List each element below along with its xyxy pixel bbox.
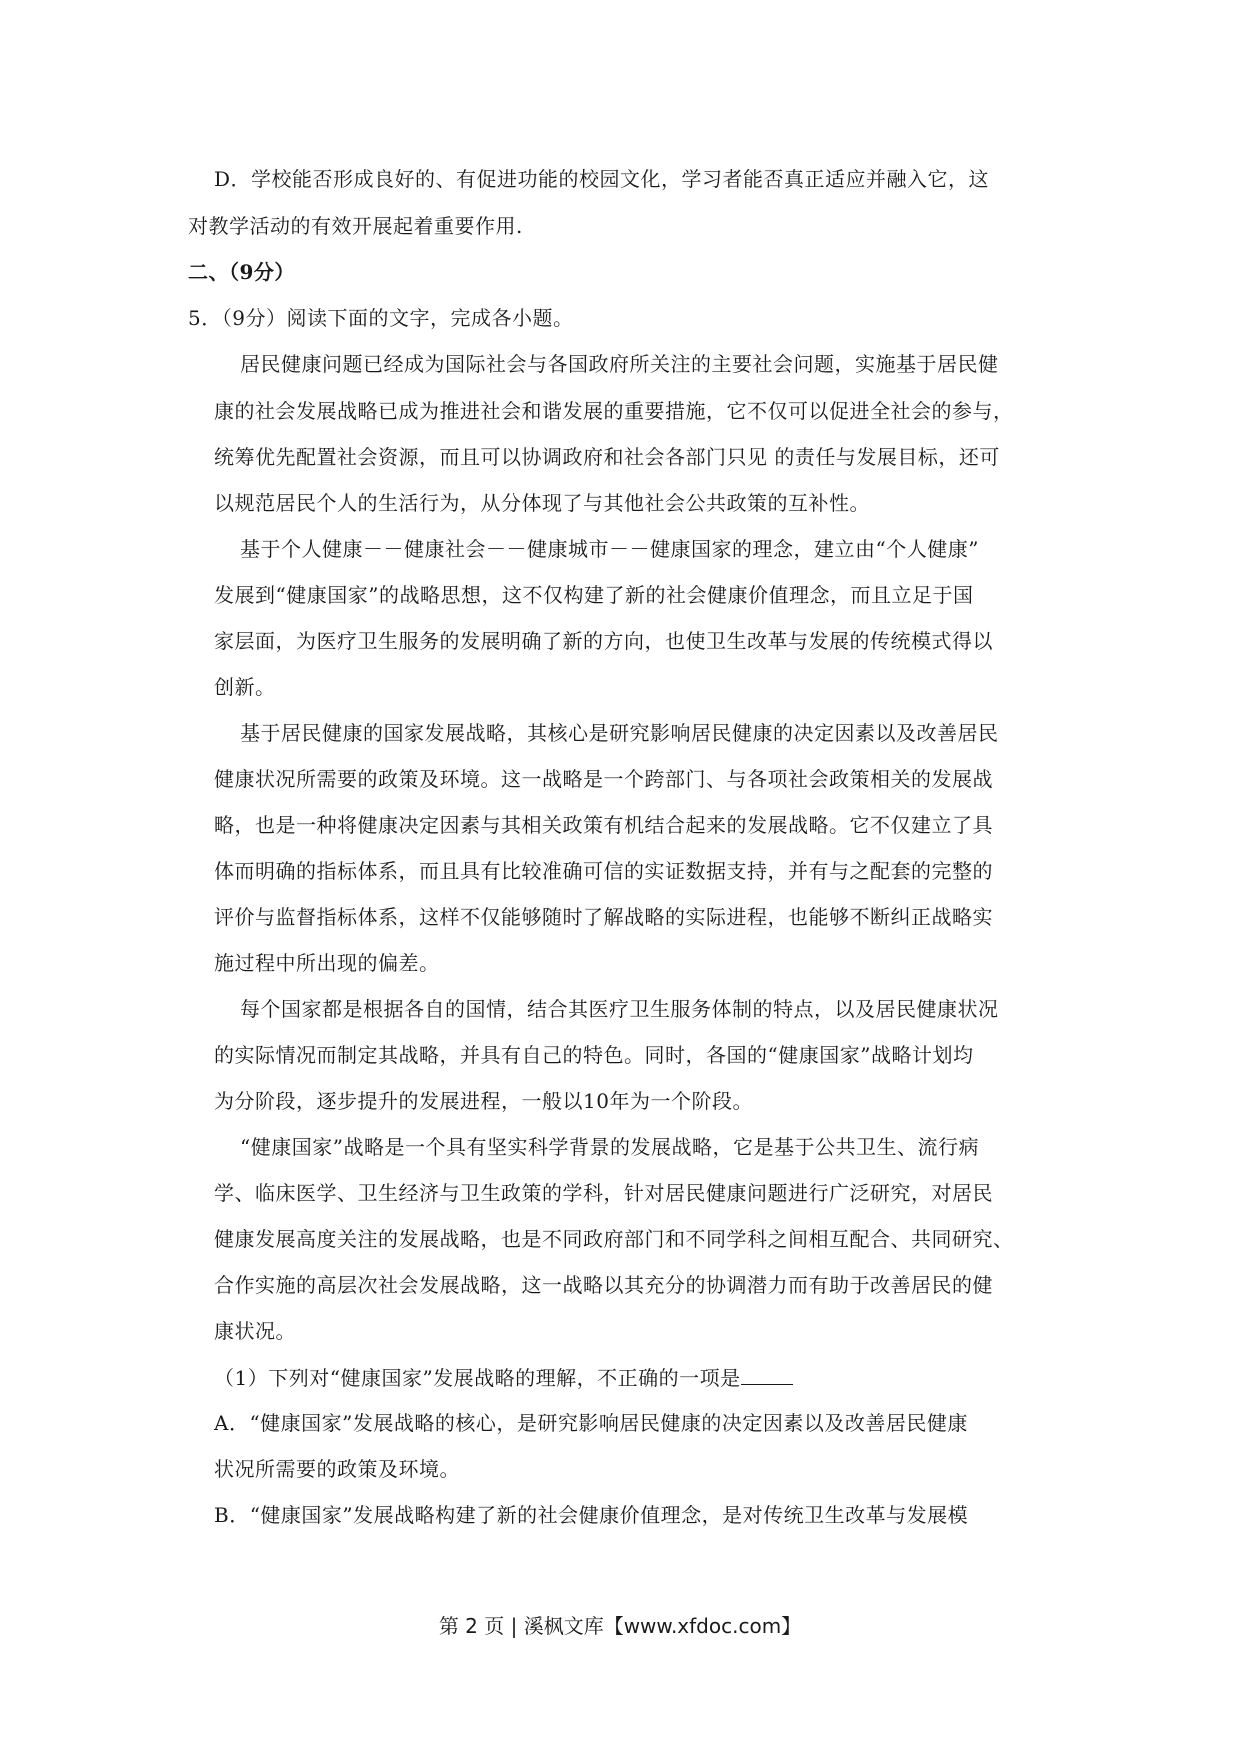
answer-blank xyxy=(741,1364,793,1385)
passage-p5-line3: 健康发展高度关注的发展战略，也是不同政府部门和不同学科之间相互配合、共同研究、 xyxy=(214,1227,1014,1251)
passage-p3-line2: 健康状况所需要的政策及环境。这一战略是一个跨部门、与各项社会政策相关的发展战 xyxy=(214,767,993,791)
passage-p5-line5: 康状况。 xyxy=(214,1319,296,1343)
option-d-line2: 对教学活动的有效开展起着重要作用. xyxy=(188,214,523,238)
section-title: 二、（9分） xyxy=(188,260,295,284)
passage-p5-line1: “健康国家”战略是一个具有坚实科学背景的发展战略，它是基于公共卫生、流行病 xyxy=(240,1135,979,1159)
passage-p3-line5: 评价与监督指标体系，这样不仅能够随时了解战略的实际进程，也能够不断纠正战略实 xyxy=(214,905,993,929)
passage-p1-line2: 康的社会发展战略已成为推进社会和谐发展的重要措施，它不仅可以促进全社会的参与， xyxy=(214,399,1014,423)
passage-p5-line2: 学、临床医学、卫生经济与卫生政策的学科，针对居民健康问题进行广泛研究，对居民 xyxy=(214,1181,993,1205)
passage-p3-line3: 略，也是一种将健康决定因素与其相关政策有机结合起来的发展战略。它不仅建立了具 xyxy=(214,813,993,837)
passage-p1-line3: 统筹优先配置社会资源，而且可以协调政府和社会各部门只见 的责任与发展目标，还可 xyxy=(214,445,1000,469)
passage-p2-line1: 基于个人健康－－健康社会－－健康城市－－健康国家的理念，建立由“个人健康” xyxy=(240,537,979,561)
passage-p2-line4: 创新。 xyxy=(214,675,276,699)
passage-p4-line2: 的实际情况而制定其战略，并具有自己的特色。同时，各国的“健康国家”战略计划均 xyxy=(214,1043,974,1067)
option-a-line1: A．“健康国家”发展战略的核心，是研究影响居民健康的决定因素以及改善居民健康 xyxy=(214,1411,968,1435)
passage-p5-line4: 合作实施的高层次社会发展战略，这一战略以其充分的协调潜力而有助于改善居民的健 xyxy=(214,1273,993,1297)
passage-p4-line3: 为分阶段，逐步提升的发展进程，一般以10年为一个阶段。 xyxy=(214,1089,753,1113)
passage-p2-line3: 家层面，为医疗卫生服务的发展明确了新的方向，也使卫生改革与发展的传统模式得以 xyxy=(214,629,993,653)
passage-p4-line1: 每个国家都是根据各自的国情，结合其医疗卫生服务体制的特点，以及居民健康状况 xyxy=(240,997,999,1021)
option-a-line2: 状况所需要的政策及环境。 xyxy=(214,1457,460,1481)
passage-p3-line4: 体而明确的指标体系，而且具有比较准确可信的实证数据支持，并有与之配套的完整的 xyxy=(214,859,993,883)
question5-header: 5．（9分）阅读下面的文字，完成各小题。 xyxy=(188,306,574,330)
page-footer: 第 2 页 | 溪枫文库【www.xfdoc.com】 xyxy=(438,1614,802,1638)
passage-p1-line1: 居民健康问题已经成为国际社会与各国政府所关注的主要社会问题，实施基于居民健 xyxy=(240,352,999,376)
option-b-line1: B．“健康国家”发展战略构建了新的社会健康价值理念，是对传统卫生改革与发展模 xyxy=(214,1503,969,1527)
option-d-line1: D．学校能否形成良好的、有促进功能的校园文化，学习者能否真正适应并融入它，这 xyxy=(214,167,990,191)
sub-question1-stem-row xyxy=(214,1364,793,1391)
passage-p1-line4: 以规范居民个人的生活行为，从分体现了与其他社会公共政策的互补性。 xyxy=(214,491,870,515)
passage-p3-line1: 基于居民健康的国家发展战略，其核心是研究影响居民健康的决定因素以及改善居民 xyxy=(240,721,999,745)
passage-p2-line2: 发展到“健康国家”的战略思想，这不仅构建了新的社会健康价值理念，而且立足于国 xyxy=(214,583,974,607)
passage-p3-line6: 施过程中所出现的偏差。 xyxy=(214,951,440,975)
sub-question1-stem: （1）下列对“健康国家”发展战略的理解，不正确的一项是 xyxy=(214,1366,741,1390)
